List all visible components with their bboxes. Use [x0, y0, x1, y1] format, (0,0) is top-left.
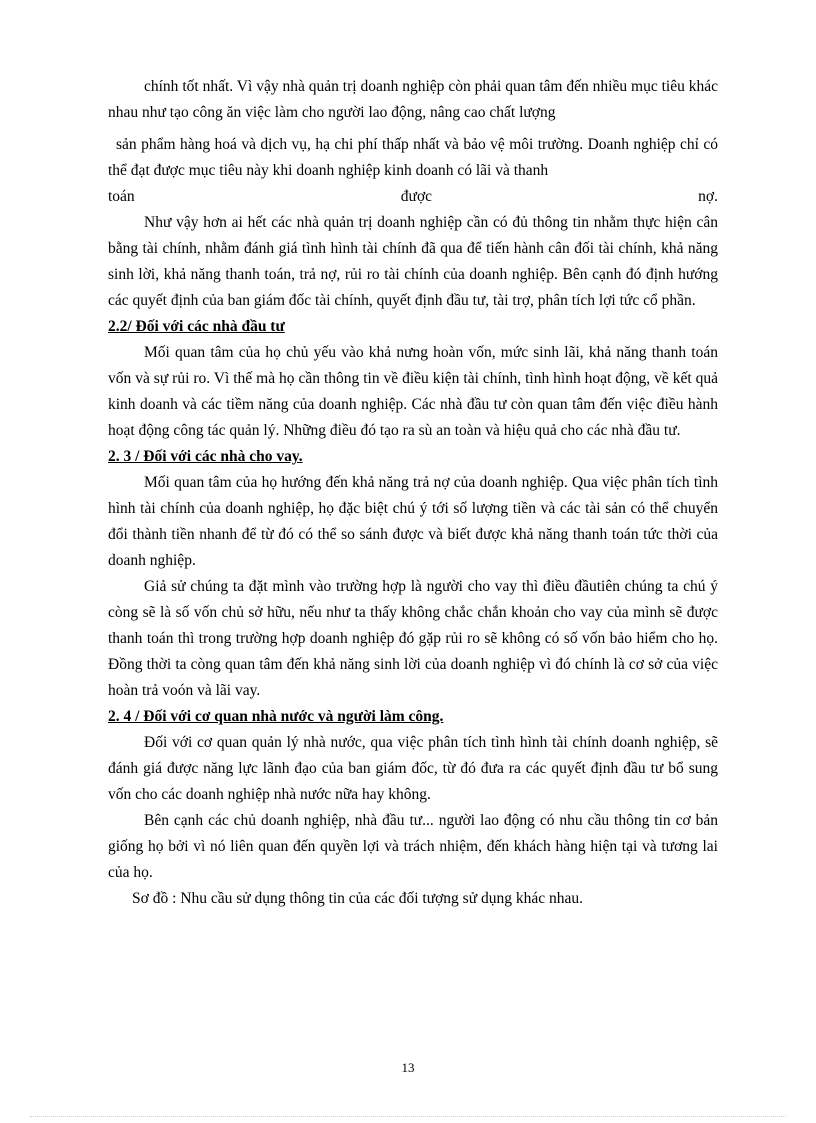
section-heading-2-3: 2. 3 / Đối với các nhà cho vay. [108, 448, 303, 465]
page-border-dotted [30, 1116, 786, 1117]
section-heading-2-2: 2.2/ Đối với các nhà đầu tư [108, 318, 285, 335]
paragraph-continuation: toán được nợ. [108, 188, 718, 205]
paragraph: Như vậy hơn ai hết các nhà quản trị doanh nghiệp cần có đủ thông tin nhằm thực hiện cân bằng tài chính, nhằm đánh giá tình hình tài chính đã qua để tiến hành cân đối tài chính, khả năng sinh lời, khả năng thanh toán, trả nợ, rủi ro tài chính của doanh nghiệp. Bên cạnh đó định hướng các quyết định của ban giám đốc tài chính, quyết định đầu tư, tài trợ, phân tích lợi tức cổ phần. [108, 214, 718, 309]
diagram-caption: Sơ đồ : Nhu cầu sử dụng thông tin của các đối tượng sử dụng khác nhau. [132, 890, 583, 907]
paragraph: chính tốt nhất. Vì vậy nhà quản trị doanh nghiệp còn phải quan tâm đến nhiều mục tiêu khác nhau như tạo công ăn việc làm cho người lao động, nâng cao chất lượng [108, 78, 718, 121]
paragraph: sản phẩm hàng hoá và dịch vụ, hạ chi phí thấp nhất và bảo vệ môi trường. Doanh nghiệp chỉ có thể đạt được mục tiêu này khi doanh nghiệp kinh doanh có lãi và thanh [108, 136, 718, 179]
paragraph: Giả sử chúng ta đặt mình vào trường hợp là người cho vay thì điều đầutiên chúng ta chú ý còng sẽ là số vốn chủ sở hữu, nếu như ta thấy không chắc chắn khoản cho vay của mình sẽ được thanh toán thì trong trường hợp doanh nghiệp đó gặp rủi ro sẽ không có số vốn bảo hiểm cho họ. Đồng thời ta còng quan tâm đến khả năng sinh lời của doanh nghiệp vì đó chính là cơ sở của việc hoàn trả voón và lãi vay. [108, 578, 718, 699]
document-body [108, 74, 718, 912]
paragraph: Mối quan tâm của họ chủ yếu vào khả nưng hoàn vốn, mức sinh lãi, khả năng thanh toán vốn và sự rủi ro. Vì thế mà họ cần thông tin về điều kiện tài chính, tình hình hoạt động, về kết quả kinh doanh và các tiềm năng của doanh nghiệp. Các nhà đầu tư còn quan tâm đến việc điều hành hoạt động công tác quản lý. Những điều đó tạo ra sù an toàn và hiệu quả cho các nhà đầu tư. [108, 344, 718, 439]
page-number: 13 [401, 1060, 415, 1075]
paragraph: Mối quan tâm của họ hướng đến khả năng trả nợ của doanh nghiệp. Qua việc phân tích tình hình tài chính của doanh nghiệp, họ đặc biệt chú ý tới số lượng tiền và các tài sản có thể chuyển đổi thành tiền nhanh để từ đó có thể so sánh được và biết được khả năng thanh toán tức thời của doanh nghiệp. [108, 474, 718, 569]
paragraph: Bên cạnh các chủ doanh nghiệp, nhà đầu tư... người lao động có nhu cầu thông tin cơ bản giống họ bởi vì nó liên quan đến quyền lợi và trách nhiệm, đến khách hàng hiện tại và tương lai của họ. [108, 812, 718, 881]
paragraph: Đối với cơ quan quản lý nhà nước, qua việc phân tích tình hình tài chính doanh nghiệp, sẽ đánh giá được năng lực lãnh đạo của ban giám đốc, từ đó đưa ra các quyết định đầu tư bổ sung vốn cho các doanh nghiệp nhà nước nữa hay không. [108, 734, 718, 803]
section-heading-2-4: 2. 4 / Đối với cơ quan nhà nước và người làm công. [108, 708, 444, 725]
